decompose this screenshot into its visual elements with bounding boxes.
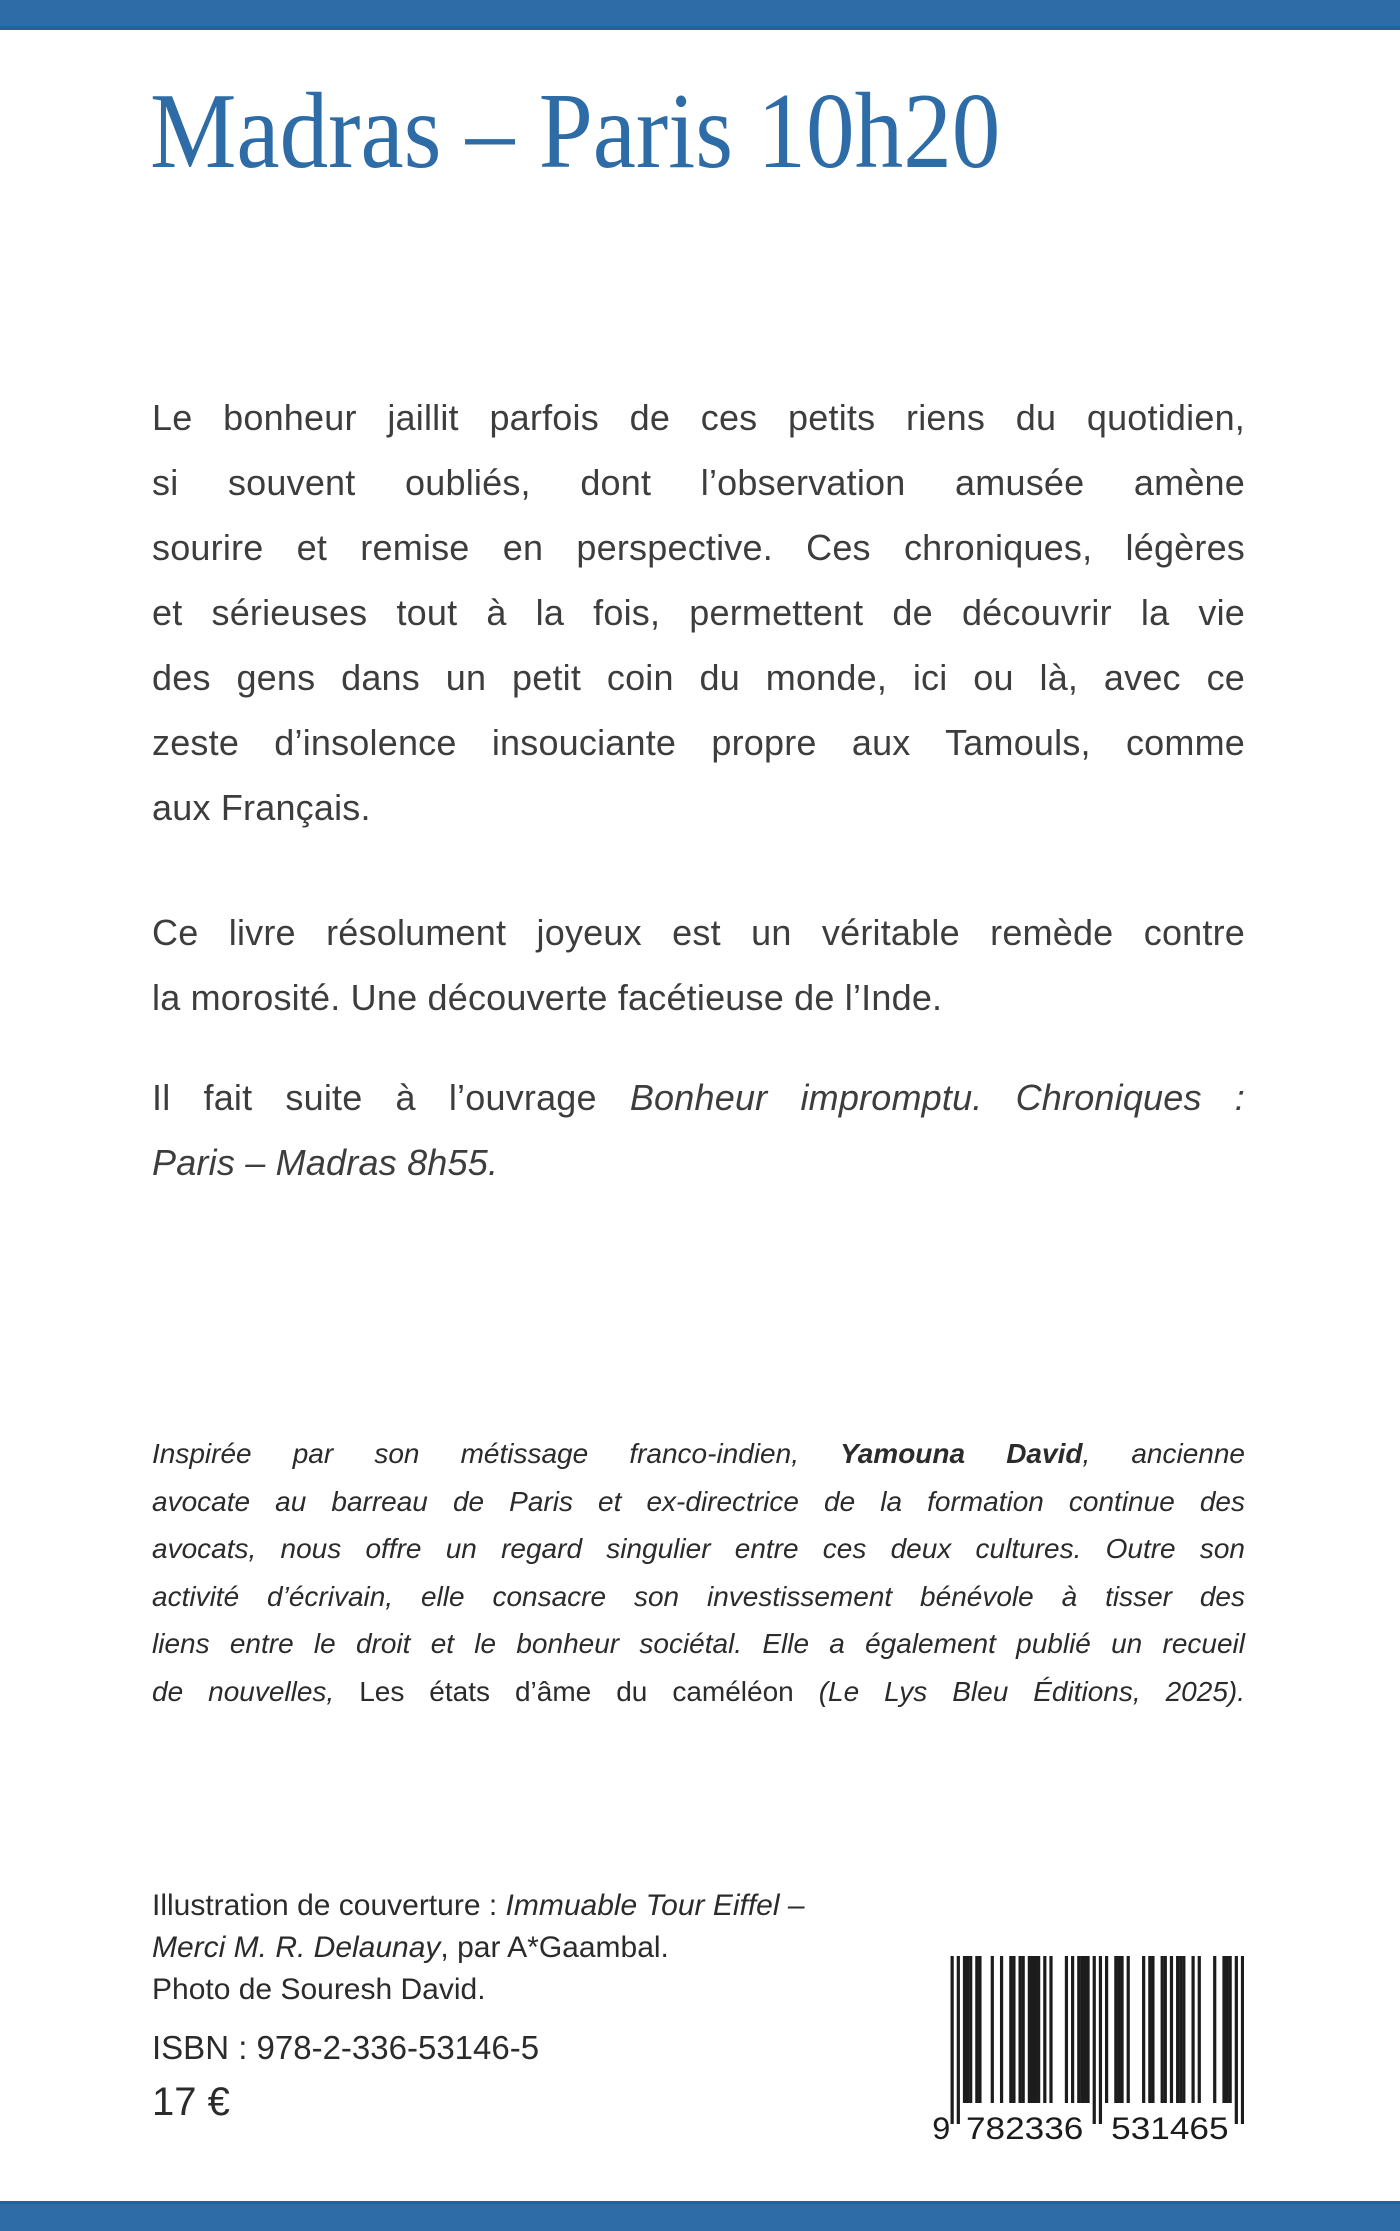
text-line: et sérieuses tout à la fois, permettent de découvrir la vie: [152, 592, 1245, 633]
author-bio-paragraph: [152, 1430, 1245, 1715]
price-label: 17 €: [152, 2080, 230, 2124]
text-line: Merci M. R. Delaunay, par A*Gaambal.: [152, 1931, 669, 1964]
book-title: Madras – Paris 10h20: [150, 72, 1001, 191]
top-color-band: [0, 0, 1400, 30]
text-line: de nouvelles, Les états d’âme du caméléon (Le Lys Bleu Éditions, 2025).: [152, 1675, 1245, 1707]
text-line: Inspirée par son métissage franco-indien, Yamouna David, ancienne: [152, 1438, 1246, 1469]
ean13-barcode: [932, 1956, 1244, 2142]
text-line: Ce livre résolument joyeux est un véritable remède contre: [152, 912, 1245, 953]
text-line: avocate au barreau de Paris et ex-directrice de la formation continue des: [152, 1485, 1245, 1517]
text-line: sourire et remise en perspective. Ces chroniques, légères: [152, 527, 1245, 568]
text-line: des gens dans un petit coin du monde, ici ou là, avec ce: [152, 657, 1245, 698]
text-line: liens entre le droit et le bonheur sociétal. Elle a également publié un recueil: [152, 1628, 1245, 1659]
synopsis-paragraph-3: [152, 1065, 1245, 1195]
text-line: activité d’écrivain, elle consacre son investissement bénévole à tisser des: [152, 1580, 1245, 1612]
barcode-digit-first: 9: [932, 2110, 951, 2142]
text-line: la morosité. Une découverte facétieuse de l’Inde.: [152, 977, 943, 1018]
text-line: Illustration de couverture : Immuable Tour Eiffel –: [152, 1889, 805, 1922]
text-line: Photo de Souresh David.: [152, 1973, 486, 2006]
text-line: zeste d’insolence insouciante propre aux Tamouls, comme: [152, 722, 1245, 763]
barcode-digits-left: 782336: [965, 2110, 1084, 2142]
barcode-bars: [932, 1956, 1244, 2142]
barcode-digits-right: 531465: [1111, 2110, 1229, 2142]
text-line: si souvent oubliés, dont l’observation amusée amène: [152, 462, 1245, 503]
text-line: aux Français.: [152, 787, 371, 828]
isbn-number: ISBN : 978-2-336-53146-5: [152, 2029, 540, 2066]
synopsis-paragraph-1: [152, 385, 1245, 840]
text-line: Il fait suite à l’ouvrage Bonheur impromptu. Chroniques :: [152, 1077, 1245, 1118]
text-line: avocats, nous offre un regard singulier entre ces deux cultures. Outre son: [152, 1533, 1245, 1564]
text-line: Le bonheur jaillit parfois de ces petits riens du quotidien,: [152, 397, 1245, 438]
text-line: Paris – Madras 8h55.: [152, 1142, 499, 1183]
synopsis-paragraph-2: [152, 900, 1245, 1030]
bottom-color-band: [0, 2201, 1400, 2231]
